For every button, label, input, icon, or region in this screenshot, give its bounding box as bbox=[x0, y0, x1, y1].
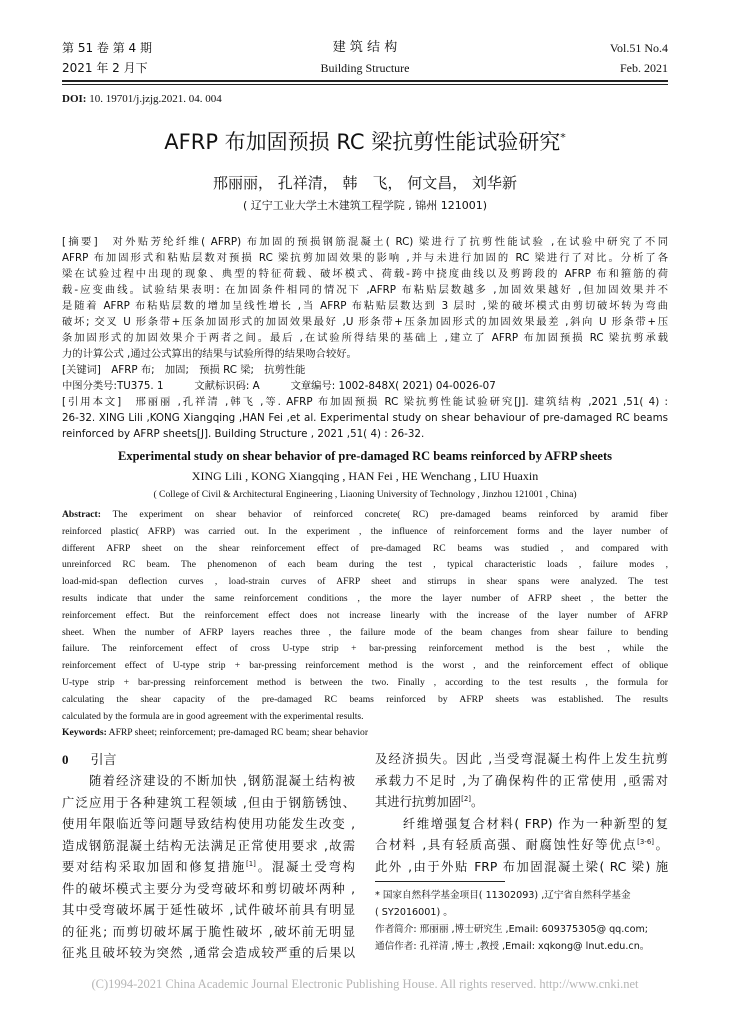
journal-name-en: Building Structure bbox=[320, 61, 410, 75]
journal-name-cn: 建 筑 结 构 bbox=[332, 40, 398, 55]
abstract-en-label: Abstract: bbox=[62, 509, 101, 520]
paper-title-en: Experimental study on shear behavior of pre-damaged RC beams reinforced by AFRP sheets bbox=[118, 449, 612, 463]
body-text-line bbox=[375, 835, 668, 857]
abstract-en-line bbox=[62, 608, 668, 625]
body-text-line bbox=[62, 943, 355, 965]
abstract-cn-line: 载-应变曲线。试验结果表明: 在加固条件相同的情况下 ,AFRP 布粘贴层数越多 ,加固效果越好 ,但加固效果并不 bbox=[62, 284, 668, 296]
body-text-line bbox=[375, 814, 668, 836]
body-text: 件的破坏模式主要分为受弯破坏和剪切破坏两种 , bbox=[62, 881, 355, 896]
abstract-en-text: calculated by the formula are in good agreement with the experimental results. bbox=[62, 710, 364, 722]
paper-title-text: AFRP 布加固预损 RC 梁抗剪性能试验研究 bbox=[164, 130, 561, 154]
abstract-en-line bbox=[62, 574, 668, 591]
abstract-en-text: calculating the shear capacity of the pre-damaged RC beams reinforced by AFRP sheets was established. The results bbox=[62, 693, 668, 705]
body-text-line bbox=[375, 749, 668, 771]
date-cn: 2021 年 2 月下 bbox=[62, 61, 148, 75]
body-text: 承载力不足时 ,为了确保构件的正常使用 ,亟需对 bbox=[375, 773, 668, 788]
body-text: 。 bbox=[654, 838, 668, 852]
abstract-en-text: reinforcement effect. But the reinforcement effect does not increase linearly with the increase of the layer number of AFRP bbox=[62, 609, 668, 621]
body-text: 造成钢筋混凝土结构无法满足正常使用要求 ,故需 bbox=[62, 838, 355, 853]
title-footnote-mark: * bbox=[560, 131, 566, 144]
abstract-cn-line: 条加固形式的加固效果介于两者之间。最后 ,在试验所得结果的基础上 ,建立了 AFRP 布加固预损 RC 梁抗剪承载 bbox=[62, 332, 668, 344]
body-text-line bbox=[62, 900, 355, 922]
body-text-line bbox=[62, 771, 355, 793]
abstract-en-line bbox=[62, 641, 668, 658]
footnote-line: 通信作者: 孔祥清 ,博士 ,教授 ,Email: xqkong@ lnut.edu.cn。 bbox=[375, 941, 650, 952]
header-rule-thick bbox=[62, 80, 668, 82]
abstract-cn bbox=[62, 234, 668, 442]
footnote-line: * 国家自然科学基金项目( 11302093) ,辽宁省自然科学基金 bbox=[375, 890, 631, 901]
abstract-cn-line: 是随着 AFRP 布粘贴层数的增加呈线性增长 ,当 AFRP 布粘贴层数达到 3 层时 ,梁的破坏模式由剪切破坏转为弯曲 bbox=[62, 300, 668, 312]
copyright-footer: (C)1994-2021 China Academic Journal Electronic Publishing House. All rights reserved. http://www.cnki.net bbox=[91, 977, 639, 991]
abstract-en-text: different AFRP sheet on the shear reinforcement effect of pre-damaged RC beams was studied , and compared with bbox=[62, 542, 668, 554]
abstract-cn-line: 破坏; 交叉 U 形条带+压条加固形式的加固效果最好 ,U 形条带+压条加固形式的加固效果最差 ,斜向 U 形条带+压 bbox=[62, 316, 668, 328]
abstract-en-text: The experiment on shear behavior of reinforced concrete( RC) pre-damaged beams reinforced by aramid fiber bbox=[100, 509, 668, 520]
body-text: 要对结构采取加固和修复措施 bbox=[62, 860, 246, 874]
body-column-right bbox=[375, 749, 668, 878]
section-title: 引言 bbox=[90, 753, 117, 768]
abstract-en-line bbox=[62, 692, 668, 709]
citation-ref[interactable]: [1] bbox=[245, 859, 256, 868]
body-text: 及经济损失。因此 ,当受弯混凝土构件上发生抗剪 bbox=[375, 752, 668, 766]
keywords-en bbox=[62, 725, 668, 742]
abstract-en-text: U-type strip + bar-pressing reinforcement method is between the two. Finally , according to the test results , the formula for bbox=[62, 676, 668, 688]
keywords-en-label: Keywords: bbox=[62, 727, 107, 739]
abstract-en-text: reinforced plastic( AFRP) was carried out. In the experiment , the influence of reinforcement forms and the layer number of bbox=[62, 525, 668, 537]
section-number: 0 bbox=[62, 752, 69, 767]
abstract-en-line bbox=[62, 507, 668, 524]
affiliation-en: ( College of Civil & Architectural Engineering , Liaoning University of Technology , Jinzhou 121001 , China) bbox=[153, 489, 577, 500]
body-text: 广泛应用于各种建筑工程领域 ,但由于钢筋锈蚀、 bbox=[62, 795, 355, 810]
body-text-line bbox=[62, 879, 355, 901]
body-text: 。混凝土受弯构 bbox=[255, 860, 355, 874]
abstract-en-line bbox=[62, 675, 668, 692]
date-en: Feb. 2021 bbox=[620, 61, 668, 75]
abstract-en-text: sheet. When the number of AFRP layers reaches three , the failure mode of the beam changes from shear failure to bending bbox=[62, 626, 668, 638]
body-text-line bbox=[375, 771, 668, 793]
abstract-en-line bbox=[62, 541, 668, 558]
footnotes bbox=[375, 887, 668, 955]
body-text-line bbox=[62, 836, 355, 858]
footnote-line: ( SY2016001) 。 bbox=[375, 907, 453, 918]
citation-line: 26-32. XING Lili ,KONG Xiangqing ,HAN Fei ,et al. Experimental study on shear behaviour of pre-damaged RC beams bbox=[62, 412, 668, 424]
abstract-en-line bbox=[62, 658, 668, 675]
citation-line: [引用本文] 邢丽丽 ,孔祥清 ,韩飞 ,等. AFRP 布加固预损 RC 梁抗剪性能试验研究[J]. 建筑结构 ,2021 ,51( 4) : bbox=[62, 396, 668, 408]
body-text: 此外 ,由于外贴 FRP 布加固混凝土梁( RC 梁) 施 bbox=[375, 859, 668, 874]
body-text: 征兆且破坏较为突然 ,通常会造成较严重的后果以 bbox=[62, 946, 355, 960]
doi-label: DOI: bbox=[62, 93, 87, 105]
authors-cn: 邢丽丽， 孔祥清， 韩 飞， 何文昌， 刘华新 bbox=[212, 174, 518, 192]
authors-en: XING Lili , KONG Xiangqing , HAN Fei , HE Wenchang , LIU Huaxin bbox=[191, 469, 539, 483]
body-text-line bbox=[62, 793, 355, 815]
body-text: 随着经济建设的不断加快 ,钢筋混凝土结构被 bbox=[62, 774, 355, 788]
footnote-line: 作者简介: 邢丽丽 ,博士研究生 ,Email: 609375305@ qq.com; bbox=[375, 924, 649, 935]
keywords-en-text: AFRP sheet; reinforcement; pre-damaged RC beam; shear behavior bbox=[106, 727, 369, 739]
doi-value: 10. 19701/j.jzjg.2021. 04. 004 bbox=[89, 93, 222, 105]
section-heading bbox=[62, 749, 117, 768]
footnote-rule bbox=[375, 881, 505, 882]
keywords-cn: [关键词] AFRP 布; 加固; 预损 RC 梁; 抗剪性能 bbox=[62, 364, 306, 376]
body-text: 的征兆; 而剪切破坏属于脆性破坏 ,破坏前无明显 bbox=[62, 924, 355, 939]
abstract-cn-line: AFRP 布加固形式和粘贴层数对预损 RC 梁抗剪加固效果的影响 ,并与未进行加固的 RC 梁进行了对比。分析了各 bbox=[62, 252, 668, 264]
body-text-line bbox=[375, 792, 668, 814]
doi bbox=[62, 93, 222, 105]
abstract-en-line bbox=[62, 625, 668, 642]
abstract-cn-line: [摘要] 对外贴芳纶纤维( AFRP) 布加固的预损钢筋混凝土( RC) 梁进行了抗剪性能试验 ,在试验中研究了不同 bbox=[62, 236, 668, 248]
paper-title bbox=[0, 126, 730, 156]
header-rule-thin bbox=[62, 84, 668, 85]
citation-ref[interactable]: [2] bbox=[461, 794, 472, 803]
abstract-en-line bbox=[62, 524, 668, 541]
body-column-left bbox=[62, 771, 355, 965]
abstract-en-line bbox=[62, 709, 668, 726]
classification-info: 中图分类号:TU375. 1 文献标识码: A 文章编号: 1002-848X( 2021) 04-0026-07 bbox=[62, 380, 496, 392]
body-text: 其进行抗剪加固 bbox=[375, 795, 462, 809]
citation-ref[interactable]: [3-6] bbox=[637, 837, 655, 846]
body-text: 纤维增强复合材料( FRP) 作为一种新型的复 bbox=[375, 816, 668, 831]
body-text: 。 bbox=[471, 795, 484, 809]
abstract-en-line bbox=[62, 557, 668, 574]
abstract-en-text: results indicate that under the same reinforcement conditions , the more the layer number of AFRP sheet , the better the bbox=[62, 592, 668, 604]
volume-issue-cn: 第 51 卷 第 4 期 bbox=[62, 41, 152, 55]
abstract-cn-line: 梁在试验过程中出现的现象、典型的特征荷载、破坏模式、荷载-跨中挠度曲线以及剪跨段的 AFRP 布和箍筋的荷 bbox=[62, 268, 668, 280]
abstract-en-text: load-mid-span deflection curves , load-strain curves of AFRP sheet and stirrups in shear spans were analyzed. The test bbox=[62, 576, 668, 588]
abstract-en-text: unreinforced RC beam. The phenomenon of each beam during the test , typical characteristic loads , failure modes , bbox=[62, 559, 668, 571]
body-text-line bbox=[62, 857, 355, 879]
abstract-en-text: failure. The reinforcement effect of cross U-type strip + bar-pressing reinforcement method is the best , while the bbox=[62, 643, 668, 655]
affiliation-cn: ( 辽宁工业大学土木建筑工程学院 , 锦州 121001) bbox=[242, 199, 488, 212]
body-text: 合材料 ,具有轻质高强、耐腐蚀性好等优点 bbox=[375, 838, 638, 852]
body-text-line bbox=[62, 922, 355, 944]
citation-line: reinforced by AFRP sheets[J]. Building Structure , 2021 ,51( 4) : 26-32. bbox=[62, 428, 425, 440]
abstract-en bbox=[62, 507, 668, 742]
abstract-en-line bbox=[62, 591, 668, 608]
body-text: 使用年限临近等问题导致结构使用功能发生改变 , bbox=[62, 817, 355, 831]
body-text: 其中受弯破坏属于延性破坏 ,试件破坏前具有明显 bbox=[62, 903, 355, 917]
body-text-line bbox=[62, 814, 355, 836]
abstract-en-text: reinforcement effect of U-type strip + bar-pressing reinforcement method is the worst , and the reinforcement effect of oblique bbox=[62, 660, 668, 672]
abstract-cn-line: 力的计算公式 ,通过公式算出的结果与试验所得的结果吻合较好。 bbox=[62, 348, 357, 360]
volume-issue-en: Vol.51 No.4 bbox=[609, 41, 668, 55]
body-text-line bbox=[375, 857, 668, 879]
